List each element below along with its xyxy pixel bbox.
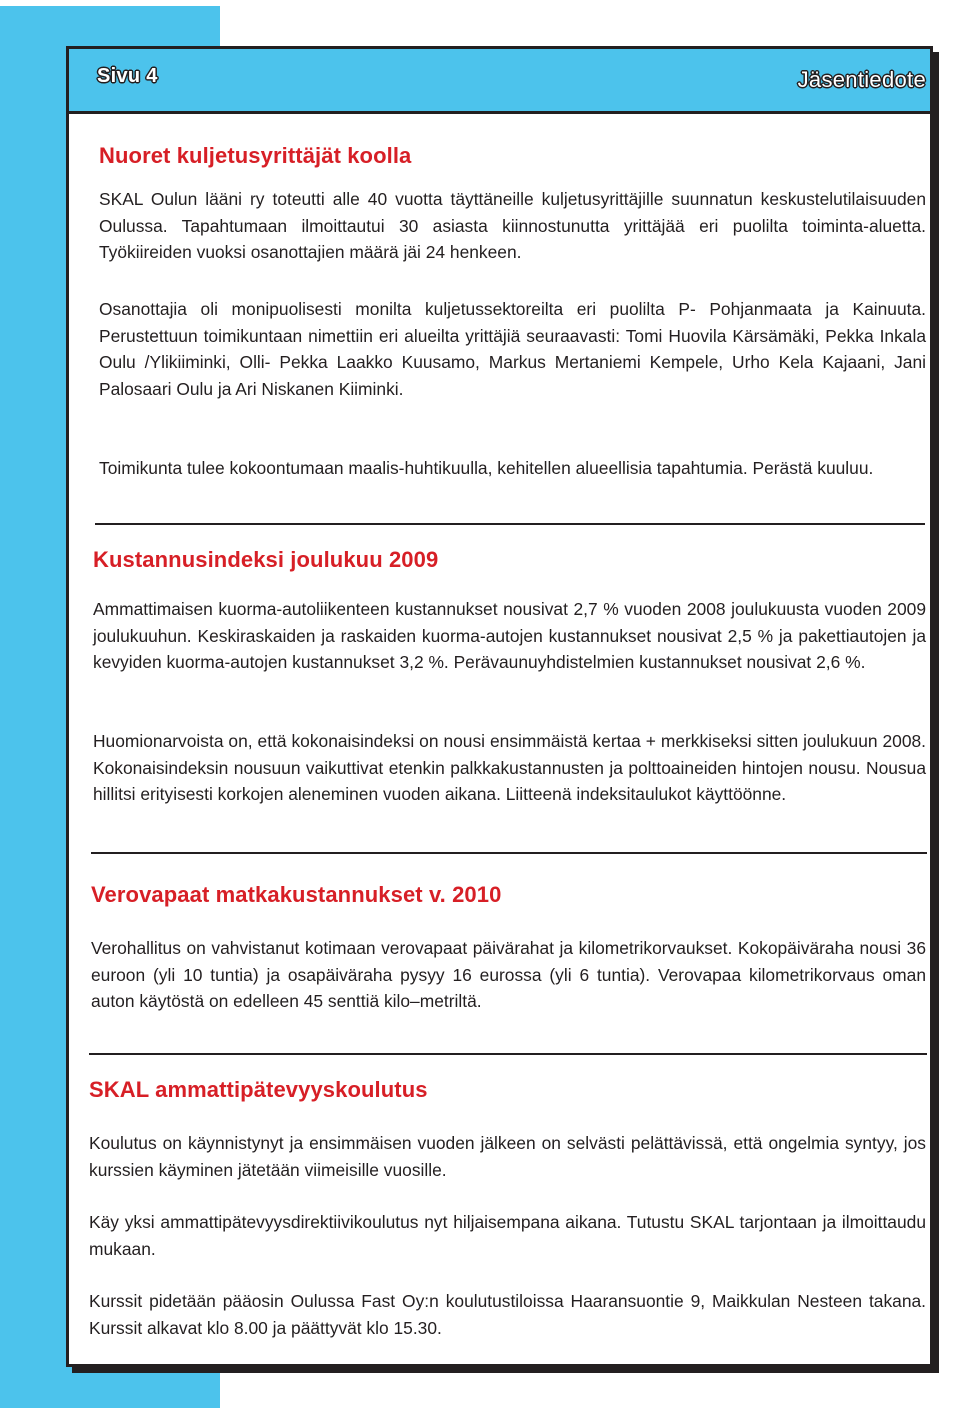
article-paragraph: Huomionarvoista on, että kokonaisindeksi on nousi ensimmäistä kertaa + merkkiseksi sitten joulukuun 2008. Kokonaisindeksin nousuun vaikuttivat etenkin palkkakustannusten ja polttoaineiden hintojen nousu. Nousua hillitsi erityisesti korkojen aleneminen vuoden aikana. Liitteenä indeksitaulukot käyttöönne. (93, 731, 926, 804)
article-title: Verovapaat matkakustannukset v. 2010 (91, 882, 502, 907)
article-title: Kustannusindeksi joulukuu 2009 (93, 547, 439, 572)
article-paragraph: Käy yksi ammattipätevyysdirektiivikoulutus nyt hiljaisempana aikana. Tutustu SKAL tarjontaan ja ilmoittaudu mukaan. (89, 1212, 926, 1259)
page-number: Sivu 4 (97, 65, 158, 87)
page-header (69, 49, 930, 114)
article-cost-index (93, 547, 926, 837)
article-title: SKAL ammattipätevyyskoulutus (89, 1077, 428, 1102)
article-paragraph: Osanottajia oli monipuolisesti monilta kuljetussektoreilta eri puolilta P- Pohjanmaata ja Kainuuta. Perustettuun toimikuntaan nimettiin eri alueilta yrittäjiä seuraavasti: Tomi Huovila Kärsämäki, Pekka Inkala Oulu /Ylikiiminki, Olli- Pekka Laakko Kuusamo, Markus Mertaniemi Kempele, Urho Kela Kajaani, Jani Palosaari Oulu ja Ari Niskanen Kiiminki. (99, 299, 926, 399)
article-professional-training (89, 1077, 926, 1347)
article-tax-free-travel (91, 882, 926, 1042)
article-young-entrepreneurs (99, 143, 926, 503)
article-paragraph: Verohallitus on vahvistanut kotimaan verovapaat päivärahat ja kilometrikorvaukset. Kokopäiväraha nousi 36 euroon (yli 10 tuntia) ja osapäiväraha pysyy 16 eurossa (yli 6 tuntia). Verovapaa kilometrikorvaus oman auton käytöstä on edelleen 45 senttiä kilo–metriltä. (91, 938, 926, 1011)
section-divider (89, 1053, 927, 1055)
article-paragraph: Koulutus on käynnistynyt ja ensimmäisen vuoden jälkeen on selvästi pelättävissä, että ongelmia syntyy, jos kurssien käyminen jätetään viimeisille vuosille. (89, 1133, 926, 1180)
article-paragraph: Toimikunta tulee kokoontumaan maalis-huhtikuulla, kehitellen alueellisia tapahtumia. Perästä kuuluu. (99, 458, 874, 478)
article-title: Nuoret kuljetusyrittäjät koolla (99, 143, 412, 168)
section-divider (91, 852, 927, 854)
section-divider (95, 523, 925, 525)
article-paragraph: SKAL Oulun lääni ry toteutti alle 40 vuotta täyttäneille kuljetusyrittäjille suunnatun keskustelutilaisuuden Oulussa. Tapahtumaan ilmoittautui 30 asiasta kiinnostunutta yrittäjää eri puolilta toiminta-aluetta. Työkiireiden vuoksi osanottajien määrä jäi 24 henkeen. (99, 189, 926, 262)
page-frame (66, 46, 933, 1367)
publication-title: Jäsentiedote (797, 67, 926, 92)
article-paragraph: Ammattimaisen kuorma-autoliikenteen kustannukset nousivat 2,7 % vuoden 2008 joulukuusta vuoden 2009 joulukuuhun. Keskiraskaiden ja raskaiden kuorma-autojen kustannukset nousivat 2,5 % ja pakettiautojen ja kevyiden kuorma-autojen kustannukset 3,2 %. Perävaunuyhdistelmien kustannukset nousivat 2,6 %. (93, 599, 926, 672)
article-paragraph: Kurssit pidetään pääosin Oulussa Fast Oy:n koulutustiloissa Haaransuontie 9, Maikkulan Nesteen takana. Kurssit alkavat klo 8.00 ja päättyvät klo 15.30. (89, 1291, 926, 1338)
